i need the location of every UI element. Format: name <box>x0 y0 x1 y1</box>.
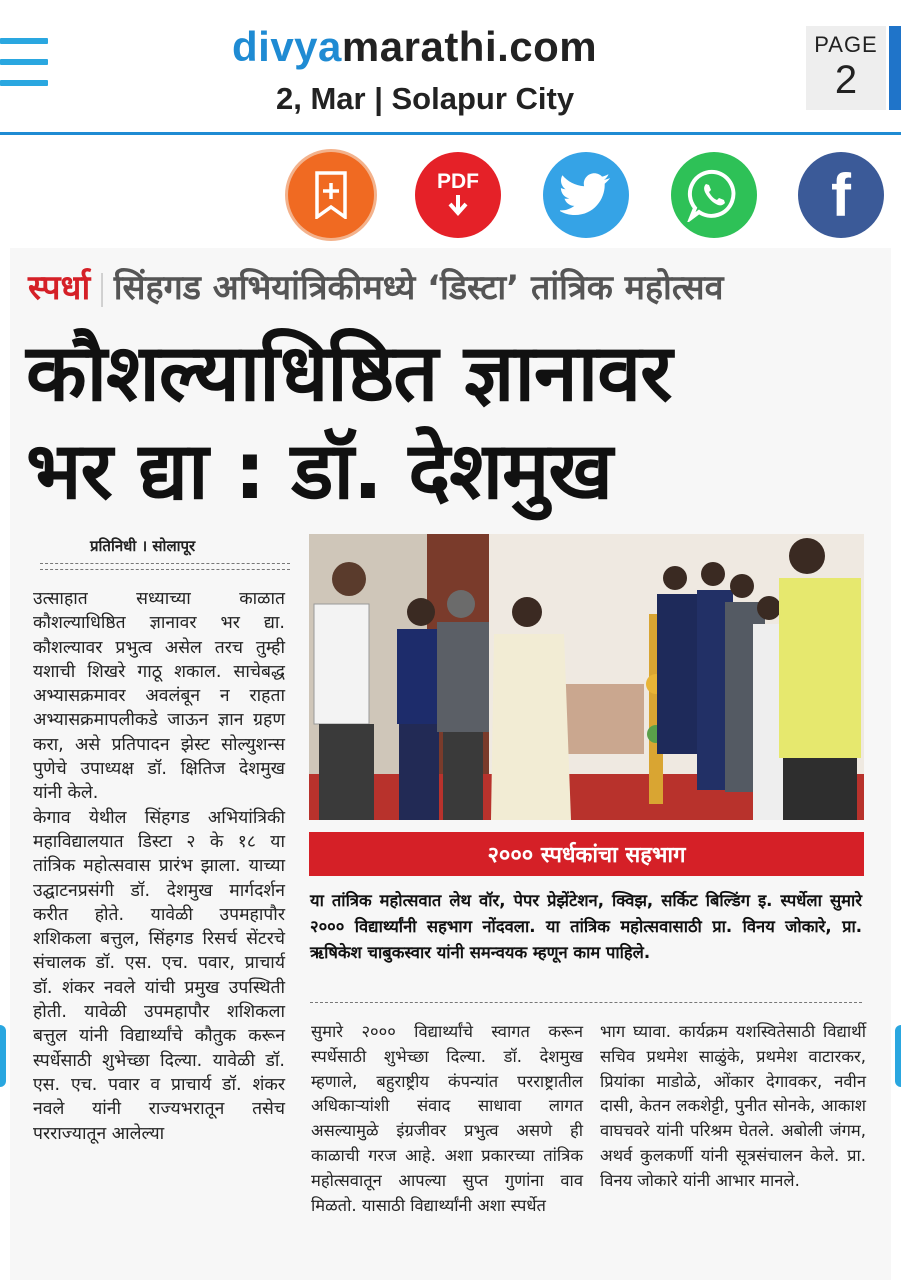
page-indicator-stripe <box>889 26 901 110</box>
page-indicator[interactable] <box>806 26 886 110</box>
photo-banner: २००० स्पर्धकांचा सहभाग <box>309 832 864 876</box>
byline: प्रतिनिधी । सोलापूर <box>90 537 196 555</box>
whatsapp-icon[interactable] <box>671 152 757 238</box>
divider <box>310 1002 862 1003</box>
pdf-label: PDF <box>437 170 479 193</box>
event-photo <box>309 534 864 820</box>
article-kicker <box>28 262 723 314</box>
article-column-2: सुमारे २००० विद्यार्थ्यांचे स्वागत करून स्पर्धेसाठी शुभेच्छा दिल्या. डॉ. देशमुख म्हणाले, बहुराष्ट्रीय कंपन्यांत परराष्ट्रातील अधिकाऱ्यांशी संवाद साधावा लागत असल्यामुळे इंग्रजीवर प्रभुत्व असणे ही काळाची गरज आहे. अशा प्रकारच्या तांत्रिक महोत्सवातून आपल्या सुप्त गुणांना वाव मिळतो. यासाठी विद्यार्थ्यांनी अशा स्पर्धेत <box>311 1022 583 1215</box>
next-page-handle[interactable] <box>895 1025 901 1087</box>
header-divider <box>0 132 901 135</box>
twitter-icon[interactable] <box>543 152 629 238</box>
pdf-download-icon[interactable] <box>415 152 501 238</box>
kicker-separator: | <box>96 268 108 308</box>
logo-part-divya: divya <box>232 23 342 70</box>
photo-caption: या तांत्रिक महोत्सवात लेथ वॉर, पेपर प्रेझेंटेशन, क्विझ, सर्किट बिल्डिंग इ. स्पर्धेला सुमारे २००० विद्यार्थ्यांनी सहभाग नोंदवला. या तांत्रिक महोत्सवासाठी प्रा. विनय जोकारे, प्रा. ऋषिकेश चाबुकस्वार यांनी समन्वयक म्हणून काम पाहिले. <box>310 891 862 962</box>
divider <box>40 569 290 570</box>
kicker-subtitle: सिंहगड अभियांत्रिकीमध्ये ‘डिस्टा’ तांत्रिक महोत्सव <box>113 268 724 308</box>
headline-line-1: कौशल्याधिष्ठित ज्ञानावर <box>26 327 672 419</box>
page-number: 2 <box>834 58 858 102</box>
article-headline <box>26 324 876 520</box>
facebook-icon[interactable]: f <box>798 152 884 238</box>
headline-line-2: भर द्या : डॉ. देशमुख <box>26 425 612 517</box>
kicker-category: स्पर्धा <box>28 268 91 308</box>
article-column-1 <box>33 587 285 1146</box>
hamburger-menu-icon[interactable] <box>0 38 48 98</box>
page-label: PAGE <box>814 32 878 57</box>
article-paragraph: केगाव येथील सिंहगड अभियांत्रिकी महाविद्यालयात डिस्टा २ के १८ या तांत्रिक महोत्सवास प्रारंभ झाला. याच्या उद्घाटनप्रसंगी डॉ. देशमुख मार्गदर्शन करीत होते. यावेळी उपमहापौर शशिकला बत्तुल, सिंहगड रिसर्च सेंटरचे संचालक डॉ. एस. एच. पवार, प्राचार्य डॉ. शंकर नवले यांची प्रमुख उपस्थिती होती. यावेळी उपमहापौर शशिकला बत्तुल यांनी विद्यार्थ्यांचे कौतुक करून स्पर्धेसाठी शुभेच्छा दिल्या. यावेळी डॉ. एस. एच. पवार व प्राचार्य डॉ. शंकर नवले यांनी राज्यभरातून तसेच परराज्यातून आलेल्या <box>33 807 285 1144</box>
bookmark-icon[interactable] <box>288 152 374 238</box>
edition-dateline: 2, Mar | Solapur City <box>276 81 575 116</box>
divider <box>40 563 290 564</box>
article-paragraph: उत्साहात सध्याच्या काळात कौशल्याधिष्ठित ज्ञानावर भर द्या. कौशल्यावर प्रभुत्व असेल तरच तुम्ही यशाची शिखरे गाठू शकाल. साचेबद्ध अभ्यासक्रमावर अवलंबून न राहता अभ्यासक्रमापलीकडे जाऊन ज्ञान ग्रहण करा, असे प्रतिपादन झेस्ट सोल्युशन्स पुणेचे उपाध्यक्ष डॉ. क्षितिज देशमुख यांनी केले. <box>33 589 285 804</box>
logo-part-marathi: marathi.com <box>341 23 598 70</box>
article-column-3: भाग घ्यावा. कार्यक्रम यशस्वितेसाठी विद्यार्थी सचिव प्रथमेश साळुंके, प्रथमेश वाटारकर, प्रियांका माडोळे, ओंकार देगावकर, नवीन दासी, केतन लकशेट्टी, पुनीत सोनके, आकाश वाघचवरे यांनी परिश्रम घेतले. अबोली जंगम, अथर्व कुलकर्णी यांनी सूत्रसंचालन केले. प्रा. विनय जोकारे यांनी आभार मानले. <box>600 1022 866 1190</box>
site-logo[interactable] <box>232 22 597 72</box>
prev-page-handle[interactable] <box>0 1025 6 1087</box>
